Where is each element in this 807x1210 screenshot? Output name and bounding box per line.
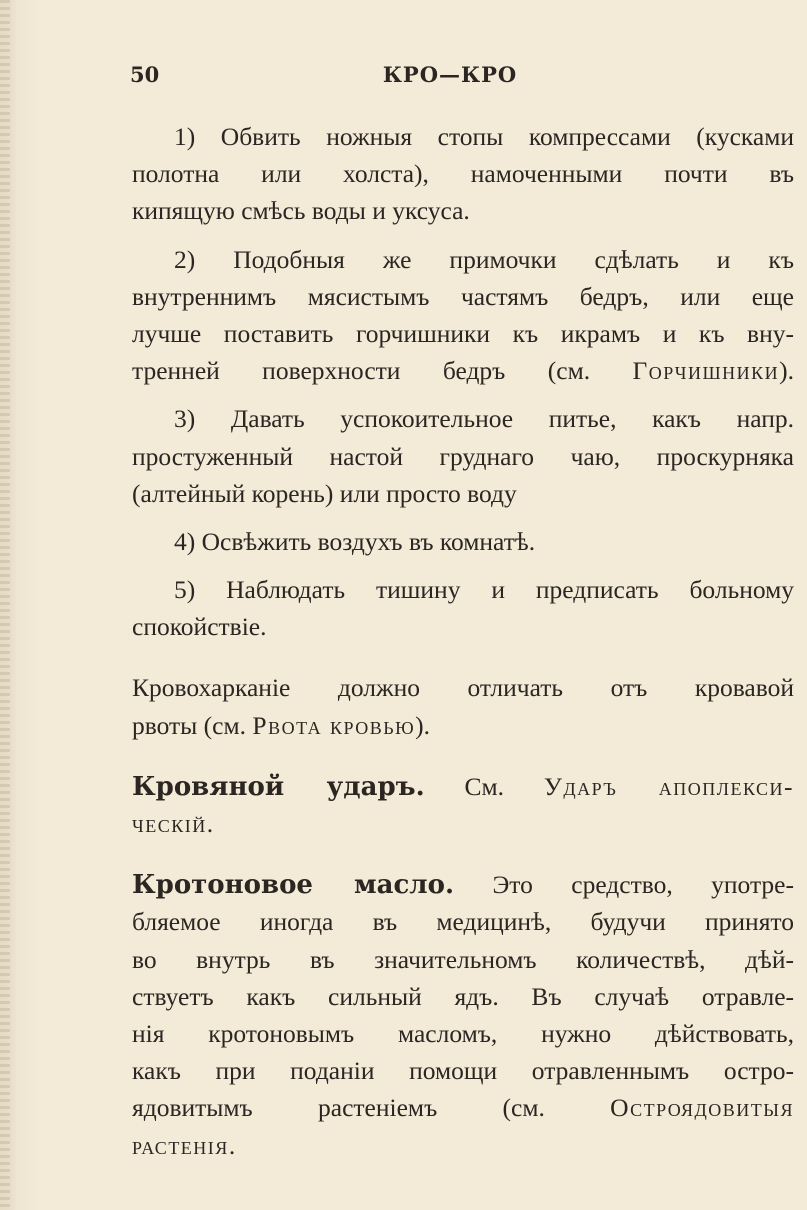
page-header [130, 62, 770, 92]
paragraph-3 [132, 400, 794, 512]
text-fragment: ). [779, 356, 794, 386]
text-line: простуженный настой груднаго чаю, проскурняка [132, 441, 794, 471]
text-line: полотна или холста), намоченными почти въ [132, 159, 794, 189]
text-fragment: . [228, 1130, 236, 1160]
dictionary-entry-krotonovoe-maslo [132, 866, 794, 1164]
text-line [132, 1089, 794, 1126]
cross-reference: Рвота кровью [252, 710, 416, 740]
paragraph-1 [132, 118, 794, 230]
text-line: ствуетъ какъ сильный ядъ. Въ случаѣ отравле- [132, 981, 794, 1011]
paragraph-5 [132, 571, 794, 645]
text-fragment: Это средство, употре- [454, 870, 794, 900]
text-line: 3) Давать успокоительное питье, какъ напр. [174, 404, 794, 434]
text-line: нія кротоновымъ масломъ, нужно дѣйствовать, [132, 1018, 794, 1048]
cross-reference: растенія [132, 1130, 229, 1160]
text-fragment: ). [415, 710, 431, 740]
text-line: спокойствіе. [132, 612, 267, 642]
text-line: 5) Наблюдать тишину и предписать больному [174, 575, 794, 605]
text-line: какъ при поданіи помощи отравленнымъ остро- [132, 1056, 794, 1086]
text-line: 4) Освѣжить воздухъ въ комнатѣ. [174, 526, 536, 556]
text-line: Кровохарканіе должно отличать отъ кровавой [132, 673, 794, 703]
cross-reference: Горчишники [632, 356, 780, 386]
text-line: лучше поставить горчишники къ икрамъ и къ вну- [132, 318, 794, 348]
text-line: во внутрь въ значительномъ количествѣ, дѣй- [132, 944, 794, 974]
page-number: 50 [130, 62, 160, 87]
text-line [132, 1127, 794, 1164]
cross-reference: ческій [132, 809, 207, 838]
page-body [132, 118, 794, 1164]
page-binding-edge [0, 0, 10, 1210]
text-line: кипящую смѣсь воды и уксуса. [132, 196, 470, 226]
cross-reference: Ударъ апоплекси- [543, 771, 794, 801]
text-fragment: . [206, 809, 214, 838]
text-line [132, 707, 794, 744]
text-fragment: рвоты (см. [132, 710, 253, 740]
text-line: внутреннимъ мясистымъ частямъ бедръ, или еще [132, 281, 794, 311]
text-fragment: См. [424, 771, 544, 801]
paragraph-4 [132, 523, 794, 560]
dictionary-entry-krovyanoy-udar [132, 768, 794, 842]
text-line [132, 768, 794, 805]
text-line [132, 866, 794, 903]
cross-reference: Остроядовитыя [610, 1093, 794, 1123]
text-line: 1) Обвить ножныя стопы компрессами (кусками [174, 122, 794, 151]
text-line: (алтейный корень) или просто воду [132, 478, 517, 508]
text-line [132, 805, 794, 842]
paragraph-6 [132, 669, 794, 743]
entry-headword: Кровяной ударъ. [132, 771, 425, 802]
entry-headword: Кротоновое масло. [132, 870, 455, 901]
text-fragment: ядовитымъ растеніемъ (см. [132, 1093, 611, 1123]
paragraph-2 [132, 241, 794, 390]
text-line [132, 352, 794, 389]
text-line: 2) Подобныя же примочки сдѣлать и къ [174, 244, 794, 274]
text-line: бляемое иногда въ медицинѣ, будучи принято [132, 907, 794, 937]
running-head: КРО—КРО [382, 62, 518, 87]
text-fragment: тренней поверхности бедръ (см. [132, 356, 633, 386]
